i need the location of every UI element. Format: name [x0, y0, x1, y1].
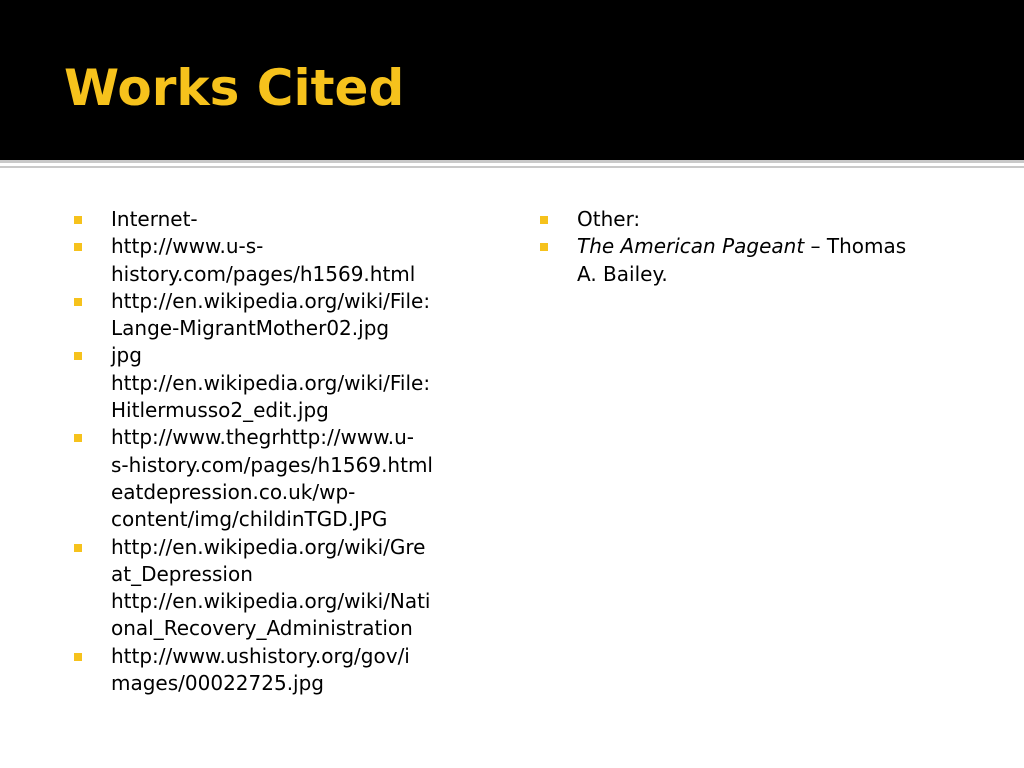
list-item-line: http://en.wikipedia.org/wiki/File:: [111, 370, 431, 395]
bullet-icon: [74, 653, 82, 661]
title-band: [0, 0, 1024, 160]
list-item-line: Internet-: [111, 207, 198, 231]
list-item-line: Lange-MigrantMother02.jpg: [111, 316, 390, 341]
list-item-line: at_Depression: [111, 561, 253, 586]
list-item: [74, 233, 504, 288]
list-item-line: s-history.com/pages/h1569.html: [111, 452, 433, 477]
list-item: [74, 424, 504, 533]
bullet-icon: [74, 298, 82, 306]
list-item: [540, 206, 980, 233]
left-column-list: [74, 206, 504, 697]
citation-line: [577, 233, 980, 260]
slide-title: Works Cited: [64, 59, 405, 117]
content-area: [0, 168, 1024, 768]
list-item: [74, 643, 504, 698]
book-title: The American Pageant: [577, 234, 805, 259]
list-item-line: http://en.wikipedia.org/wiki/File:: [111, 288, 431, 313]
bullet-icon: [74, 352, 82, 360]
list-item: [74, 206, 504, 233]
list-item: [74, 534, 504, 643]
list-item-line: jpg: [111, 343, 142, 368]
list-item: [74, 342, 504, 424]
list-item-line: Other:: [577, 207, 641, 231]
list-item-line: mages/00022725.jpg: [111, 671, 324, 696]
bullet-icon: [540, 243, 548, 251]
bullet-icon: [74, 243, 82, 251]
bullet-icon: [540, 216, 548, 224]
list-item-line: history.com/pages/h1569.html: [111, 261, 416, 286]
list-item-line: content/img/childinTGD.JPG: [111, 507, 388, 532]
right-column-list: [540, 206, 980, 288]
list-item-line: onal_Recovery_Administration: [111, 616, 413, 641]
list-item-line: http://www.ushistory.org/gov/i: [111, 643, 410, 668]
book-author: – Thomas: [804, 234, 907, 259]
bullet-icon: [74, 216, 82, 224]
list-item-line: http://www.u-s-: [111, 234, 264, 259]
list-item: [540, 233, 980, 288]
bullet-icon: [74, 544, 82, 552]
list-item-line: http://www.thegrhttp://www.u-: [111, 425, 415, 450]
list-item: [74, 288, 504, 343]
list-item-line: A. Bailey.: [577, 261, 668, 286]
list-item-line: Hitlermusso2_edit.jpg: [111, 398, 329, 423]
list-item-line: http://en.wikipedia.org/wiki/Gre: [111, 534, 426, 559]
list-item-line: eatdepression.co.uk/wp-: [111, 479, 356, 504]
bullet-icon: [74, 434, 82, 442]
list-item-line: http://en.wikipedia.org/wiki/Nati: [111, 589, 431, 614]
